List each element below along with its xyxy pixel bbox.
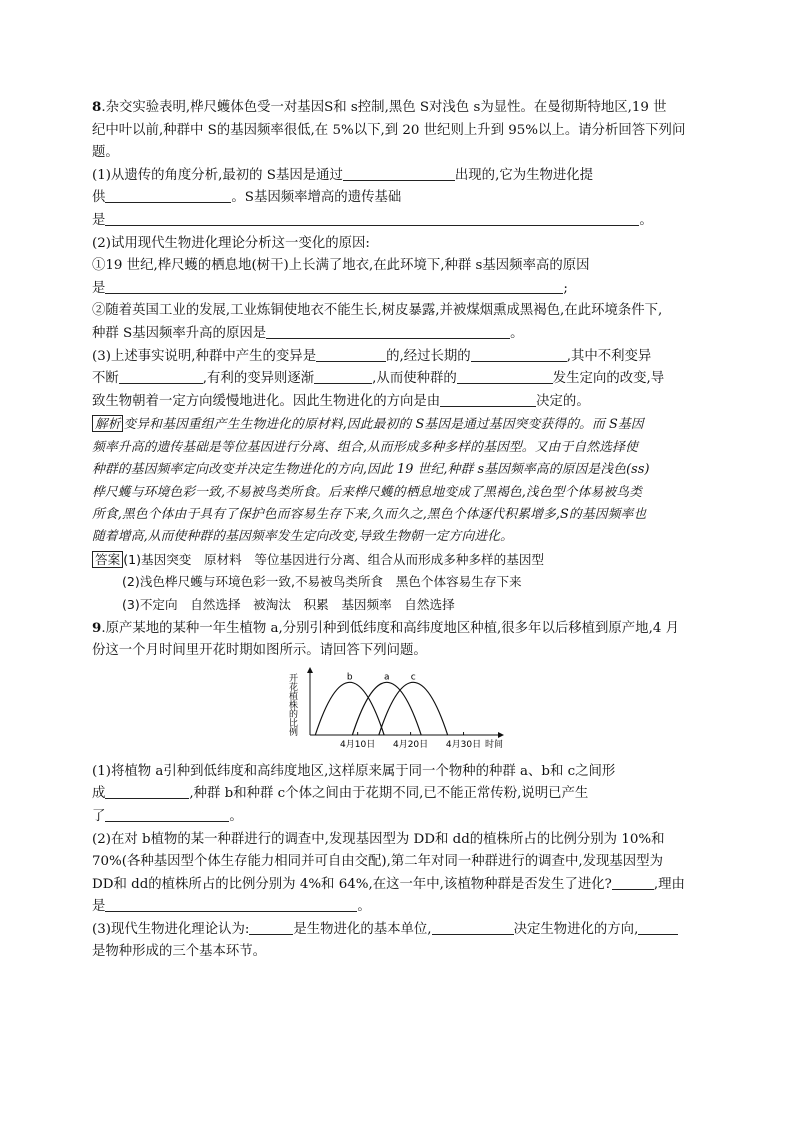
q8-blank-8[interactable]	[119, 369, 203, 384]
q8-answer-line-3: (3)不定向 自然选择 被淘汰 积累 基因频率 自然选择	[122, 596, 455, 612]
q8-p3-text: ,有利的变异则逐渐	[202, 371, 315, 387]
q8-p3-text: 决定的。	[536, 393, 590, 409]
q8-part2-i-line-2	[92, 278, 712, 301]
q9-part1-line-3	[92, 806, 712, 829]
q9-part3-line-1	[92, 919, 712, 942]
series-label-c: c	[410, 672, 416, 683]
q8-p3-text: ,从而使种群的	[372, 371, 457, 387]
q9-number: 9	[92, 619, 102, 636]
q9-blank-1[interactable]	[105, 784, 189, 799]
analysis-tag: 解析	[92, 415, 123, 432]
analysis-line: 频率升高的遗传基础是等位基因进行分离、组合,从而形成多种多样的基因型。又由于自然选择使	[92, 439, 638, 455]
q8-stem-line-3: 题。	[92, 145, 119, 161]
q8-blank-3[interactable]	[105, 211, 639, 226]
q8-p1-text: 是	[92, 212, 106, 228]
analysis-line: 桦尺蠖与环境色彩一致,不易被鸟类所食。后来桦尺蠖的栖息地变成了黑褐色,浅色型个体易被鸟类	[92, 484, 643, 500]
q8-stem-line-2: 纪中叶以前,种群中 S的基因频率很低,在 5%以下,到 20 世纪则上升到 95%以上。请分析回答下列问	[92, 122, 686, 138]
q8-analysis	[92, 413, 712, 548]
q8-stem-line-1	[92, 96, 712, 120]
x-axis-arrow	[498, 732, 504, 738]
q8-p1-text: 。	[639, 212, 653, 228]
worksheet	[92, 96, 712, 964]
q9-part2-line-1: (2)在对 b植物的某一种群进行的调查中,发现基因型为 DD和 dd的植株所占的比例分别为 10%和	[92, 831, 665, 847]
q9-part2-line-4	[92, 896, 712, 919]
q9-blank-4[interactable]	[105, 897, 357, 912]
q9-stem-line-2: 份这一个月时间里开花时期如图所示。请回答下列问题。	[92, 643, 427, 659]
analysis-line: 随着增高,从而使种群的基因频率发生定向改变,导致生物朝一定方向进化。	[92, 529, 514, 545]
q8-p3-text: 发生定向的改变,导	[552, 371, 665, 387]
q8-p2-text: 。	[510, 325, 524, 341]
analysis-line: 种群的基因频率定向改变并决定生物进化的方向,因此 19 世纪,种群 s基因频率高的原因是浅色(ss)	[92, 462, 650, 478]
q8-blank-5[interactable]	[266, 324, 510, 339]
q9-blank-3[interactable]	[612, 875, 654, 890]
q8-p1-text: 。S基因频率增高的遗传基础	[231, 190, 402, 206]
q8-part1-line-1	[92, 165, 712, 188]
q9-p2-text: 是	[92, 899, 106, 915]
q9-stem-text: .原产某地的某种一年生植物 a,分别引种到低纬度和高纬度地区种植,很多年以后移植到原产地,4 月	[101, 620, 679, 636]
y-axis-label: 开花植株的比例	[287, 672, 297, 736]
q9-p1-text: ,种群 b和种群 c个体之间由于花期不同,已不能正常传粉,说明已产生	[189, 786, 589, 802]
q8-part2-ii-line-1: ②随着英国工业的发展,工业炼铜使地衣不能生长,树皮暴露,并被煤烟熏成黑褐色,在此环境条件下,	[92, 303, 663, 319]
series-label-a: a	[384, 672, 390, 683]
flowering-chart-area	[92, 665, 712, 757]
series-curve-c	[379, 682, 448, 735]
q9-p1-text: 了	[92, 808, 106, 824]
answer-tag: 答案	[92, 551, 123, 568]
q8-part2-ii-line-2	[92, 323, 712, 346]
q9-p3-text: (3)现代生物进化理论认为:	[92, 921, 250, 937]
q8-p2-text: 是	[92, 280, 106, 296]
x-tick-label: 4月30日	[445, 739, 482, 750]
q8-blank-7[interactable]	[471, 347, 567, 362]
q9-p1-text: 。	[229, 808, 243, 824]
q9-stem-line-1	[92, 617, 712, 641]
q8-number: 8	[92, 99, 102, 115]
q8-part3-line-3	[92, 391, 712, 414]
q9-part3-line-2: 是物种形成的三个基本环节。	[92, 944, 267, 960]
q8-blank-4[interactable]	[105, 279, 563, 294]
q9-part1-line-1: (1)将植物 a引种到低纬度和高纬度地区,这样原来属于同一个物种的种群 a、b和 c之间形	[92, 763, 616, 779]
series-label-b: b	[346, 672, 353, 683]
answer-text: (1)基因突变 原材料 等位基因进行分离、组合从而形成多种多样的基因型	[123, 551, 545, 567]
q8-p3-text: (3)上述事实说明,种群中产生的变异是	[92, 348, 317, 364]
q9-p3-text: 决定生物进化的方向,	[513, 921, 639, 937]
q8-blank-10[interactable]	[457, 369, 553, 384]
x-axis-label: 时间	[484, 739, 504, 750]
q8-blank-2[interactable]	[105, 188, 231, 203]
y-axis-arrow	[307, 667, 313, 673]
analysis-line	[92, 413, 712, 436]
q8-part2-heading: (2)试用现代生物进化理论分析这一变化的原因:	[92, 235, 370, 251]
q9-part2-line-2: 70%(各种基因型个体生存能力相同并可自由交配),第二年对同一种群进行的调查中,发现基因型为	[92, 854, 663, 870]
q8-part2-i-line-1: ①19 世纪,桦尺蠖的栖息地(树干)上长满了地衣,在此环境下,种群 s基因频率高的原因	[92, 258, 590, 274]
q8-p1-text: 供	[92, 190, 106, 206]
analysis-line: 所食,黑色个体由于具有了保护色而容易生存下来,久而久之,黑色个体逐代积累增多,S的基因频率也	[92, 506, 647, 522]
q8-blank-6[interactable]	[316, 347, 386, 362]
q8-blank-1[interactable]	[343, 166, 455, 181]
q9-p2-text: ,理由	[653, 876, 685, 892]
q9-p2-text: 。	[357, 899, 371, 915]
q8-p3-text: ,其中不利变异	[566, 348, 652, 364]
q8-part1-line-2	[92, 187, 712, 210]
q9-blank-2[interactable]	[105, 807, 229, 822]
q8-blank-9[interactable]	[314, 369, 372, 384]
q8-p3-text: 的,经过长期的	[386, 348, 471, 364]
q8-p1-text: (1)从遗传的角度分析,最初的 S基因是通过	[92, 167, 343, 183]
q8-p3-text: 不断	[92, 371, 119, 387]
q8-p2-text: ;	[563, 280, 568, 296]
q9-p3-text: 是生物进化的基本单位,	[293, 921, 432, 937]
q9-p1-text: 成	[92, 786, 106, 802]
analysis-text: 变异和基因重组产生生物进化的原材料,因此最初的 S基因是通过基因突变获得的。而 S基因	[123, 417, 644, 433]
q9-part2-line-3	[92, 874, 712, 897]
q9-blank-6[interactable]	[432, 920, 514, 935]
q8-answer-line-1	[92, 549, 712, 572]
q8-answer-line-2: (2)浅色桦尺蠖与环境色彩一致,不易被鸟类所食 黑色个体容易生存下来	[122, 574, 522, 590]
q8-part3-line-2	[92, 368, 712, 391]
q8-p1-text: 出现的,它为生物进化提	[454, 167, 594, 183]
q9-p2-text: DD和 dd的植株所占的比例分别为 4%和 64%,在这一年中,该植物种群是否发生了进化?	[92, 876, 612, 892]
x-tick-label: 4月10日	[340, 739, 376, 750]
q8-stem-text: .杂交实验表明,桦尺蠖体色受一对基因S和 s控制,黑色 S对浅色 s为显性。在曼彻斯特地区,19 世	[101, 100, 667, 115]
q8-p3-text: 致生物朝着一定方向缓慢地进化。因此生物进化的方向是由	[92, 393, 441, 409]
flowering-chart	[280, 665, 520, 755]
q8-part1-line-3	[92, 210, 712, 233]
q8-blank-11[interactable]	[440, 392, 536, 407]
q9-blank-5[interactable]	[249, 920, 293, 935]
x-tick-label: 4月20日	[392, 739, 429, 750]
q9-part1-line-2	[92, 783, 712, 806]
q8-p2-text: 种群 S基因频率升高的原因是	[92, 325, 267, 341]
q9-blank-7[interactable]	[638, 920, 678, 935]
q8-part3-line-1	[92, 346, 712, 369]
